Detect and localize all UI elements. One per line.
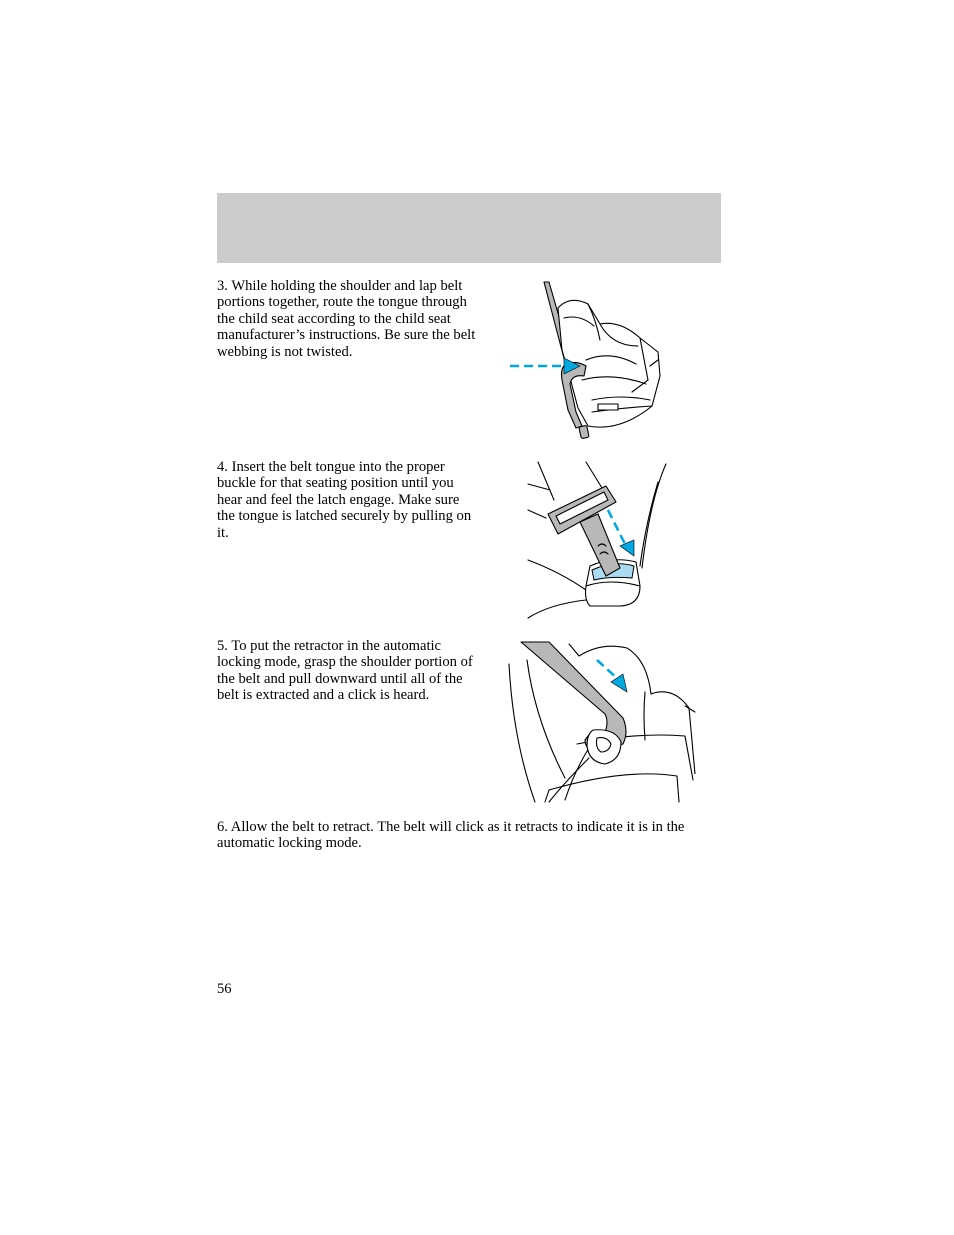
step-3-text: 3. While holding the shoulder and lap belt portions together, route the tongue through the child seat according to the child seat manufacturer’s instructions. Be sure the belt webbing is not twisted.: [217, 278, 476, 360]
step-6-text: 6. Allow the belt to retract. The belt will click as it retracts to indicate it is in the automatic locking mode.: [217, 819, 685, 852]
page-number: 56: [217, 981, 232, 997]
belt-tongue-buckle-illustration: [510, 460, 680, 625]
step-4-text: 4. Insert the belt tongue into the proper buckle for that seating position until you hear and feel the latch engage. Make sure the tongue is latched securely by pulling on it.: [217, 459, 472, 541]
shoulder-belt-pull-illustration: [505, 640, 700, 805]
child-seat-belt-routing-illustration: [500, 280, 670, 445]
section-header-bar: [217, 193, 721, 263]
step-5-text: 5. To put the retractor in the automatic locking mode, grasp the shoulder portion of the belt and pull downward until all of the belt is extracted and a click is heard.: [217, 638, 473, 704]
